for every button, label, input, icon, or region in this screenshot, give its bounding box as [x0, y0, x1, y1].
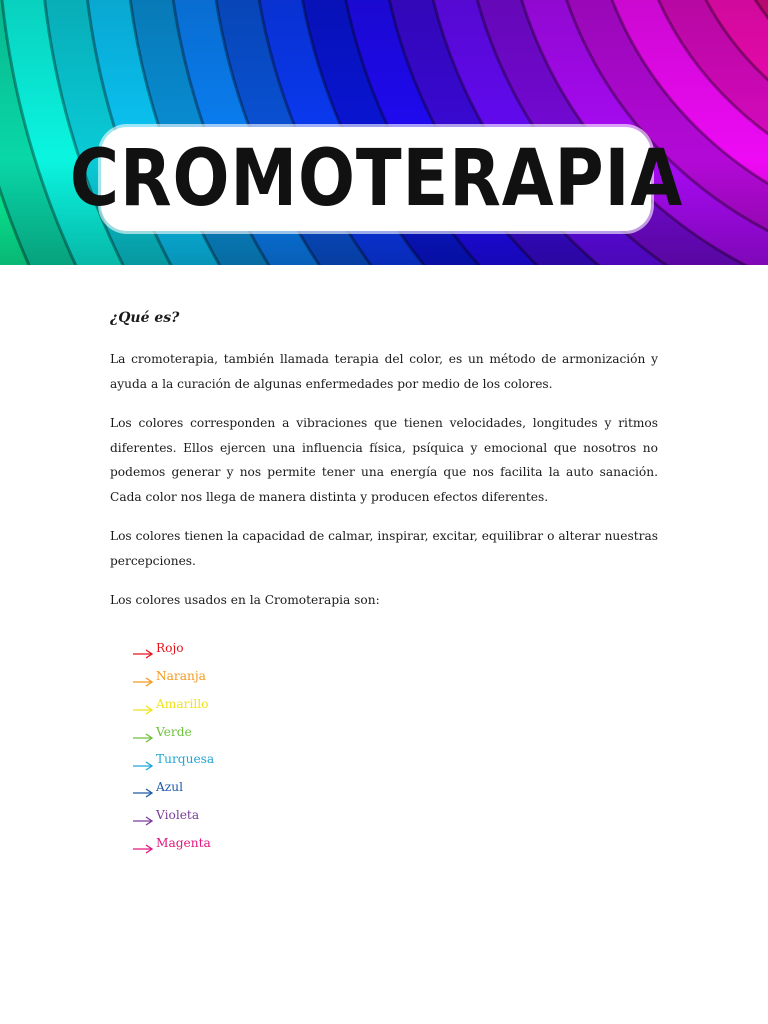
- arrow-right-icon: [132, 755, 154, 765]
- list-item: [132, 635, 658, 663]
- color-label-amarillo: Amarillo: [156, 696, 209, 711]
- arrow-right-icon: [132, 699, 154, 709]
- list-item: [132, 662, 658, 690]
- title-box: [69, 127, 683, 231]
- color-label-naranja: Naranja: [156, 668, 206, 683]
- list-item: [132, 801, 658, 829]
- paragraph-definition: La cromoterapia, también llamada terapia del color, es un método de armonización y ayuda a la curación de algunas enfermedades por medio de los colores.: [110, 352, 658, 391]
- paragraph-capacity: Los colores tienen la capacidad de calmar, inspirar, excitar, equilibrar o alterar nuestras percepciones.: [110, 529, 658, 568]
- color-label-magenta: Magenta: [156, 835, 211, 850]
- color-label-violeta: Violeta: [156, 807, 200, 822]
- color-label-verde: Verde: [156, 724, 192, 739]
- section-heading: ¿Qué es?: [110, 310, 180, 326]
- arrow-right-icon: [132, 838, 154, 848]
- list-item: [132, 718, 658, 746]
- list-item: [132, 829, 658, 857]
- arrow-right-icon: [132, 643, 154, 653]
- arrow-right-icon: [132, 810, 154, 820]
- paragraph-vibrations: Los colores corresponden a vibraciones que tienen velocidades, longitudes y ritmos diferentes. Ellos ejercen una influencia física, psíquica y emocional que nosotros no podemos generar y nos permite tener una energía que nos facilita la auto sanación. Cada color nos llega de manera distinta y producen efectos diferentes.: [110, 416, 658, 504]
- arrow-right-icon: [132, 671, 154, 681]
- color-list: [132, 635, 658, 857]
- page-title: CROMOTERAPIA: [69, 134, 683, 224]
- rainbow-banner: [0, 0, 768, 265]
- list-item: [132, 746, 658, 774]
- list-item: [132, 690, 658, 718]
- arrow-right-icon: [132, 727, 154, 737]
- color-label-rojo: Rojo: [156, 641, 184, 656]
- arrow-right-icon: [132, 782, 154, 792]
- color-label-azul: Azul: [156, 780, 183, 795]
- paragraph-colors-intro: Los colores usados en la Cromoterapia son:: [110, 593, 380, 607]
- color-label-turquesa: Turquesa: [156, 752, 215, 767]
- list-item: [132, 773, 658, 801]
- article-body: [110, 306, 658, 857]
